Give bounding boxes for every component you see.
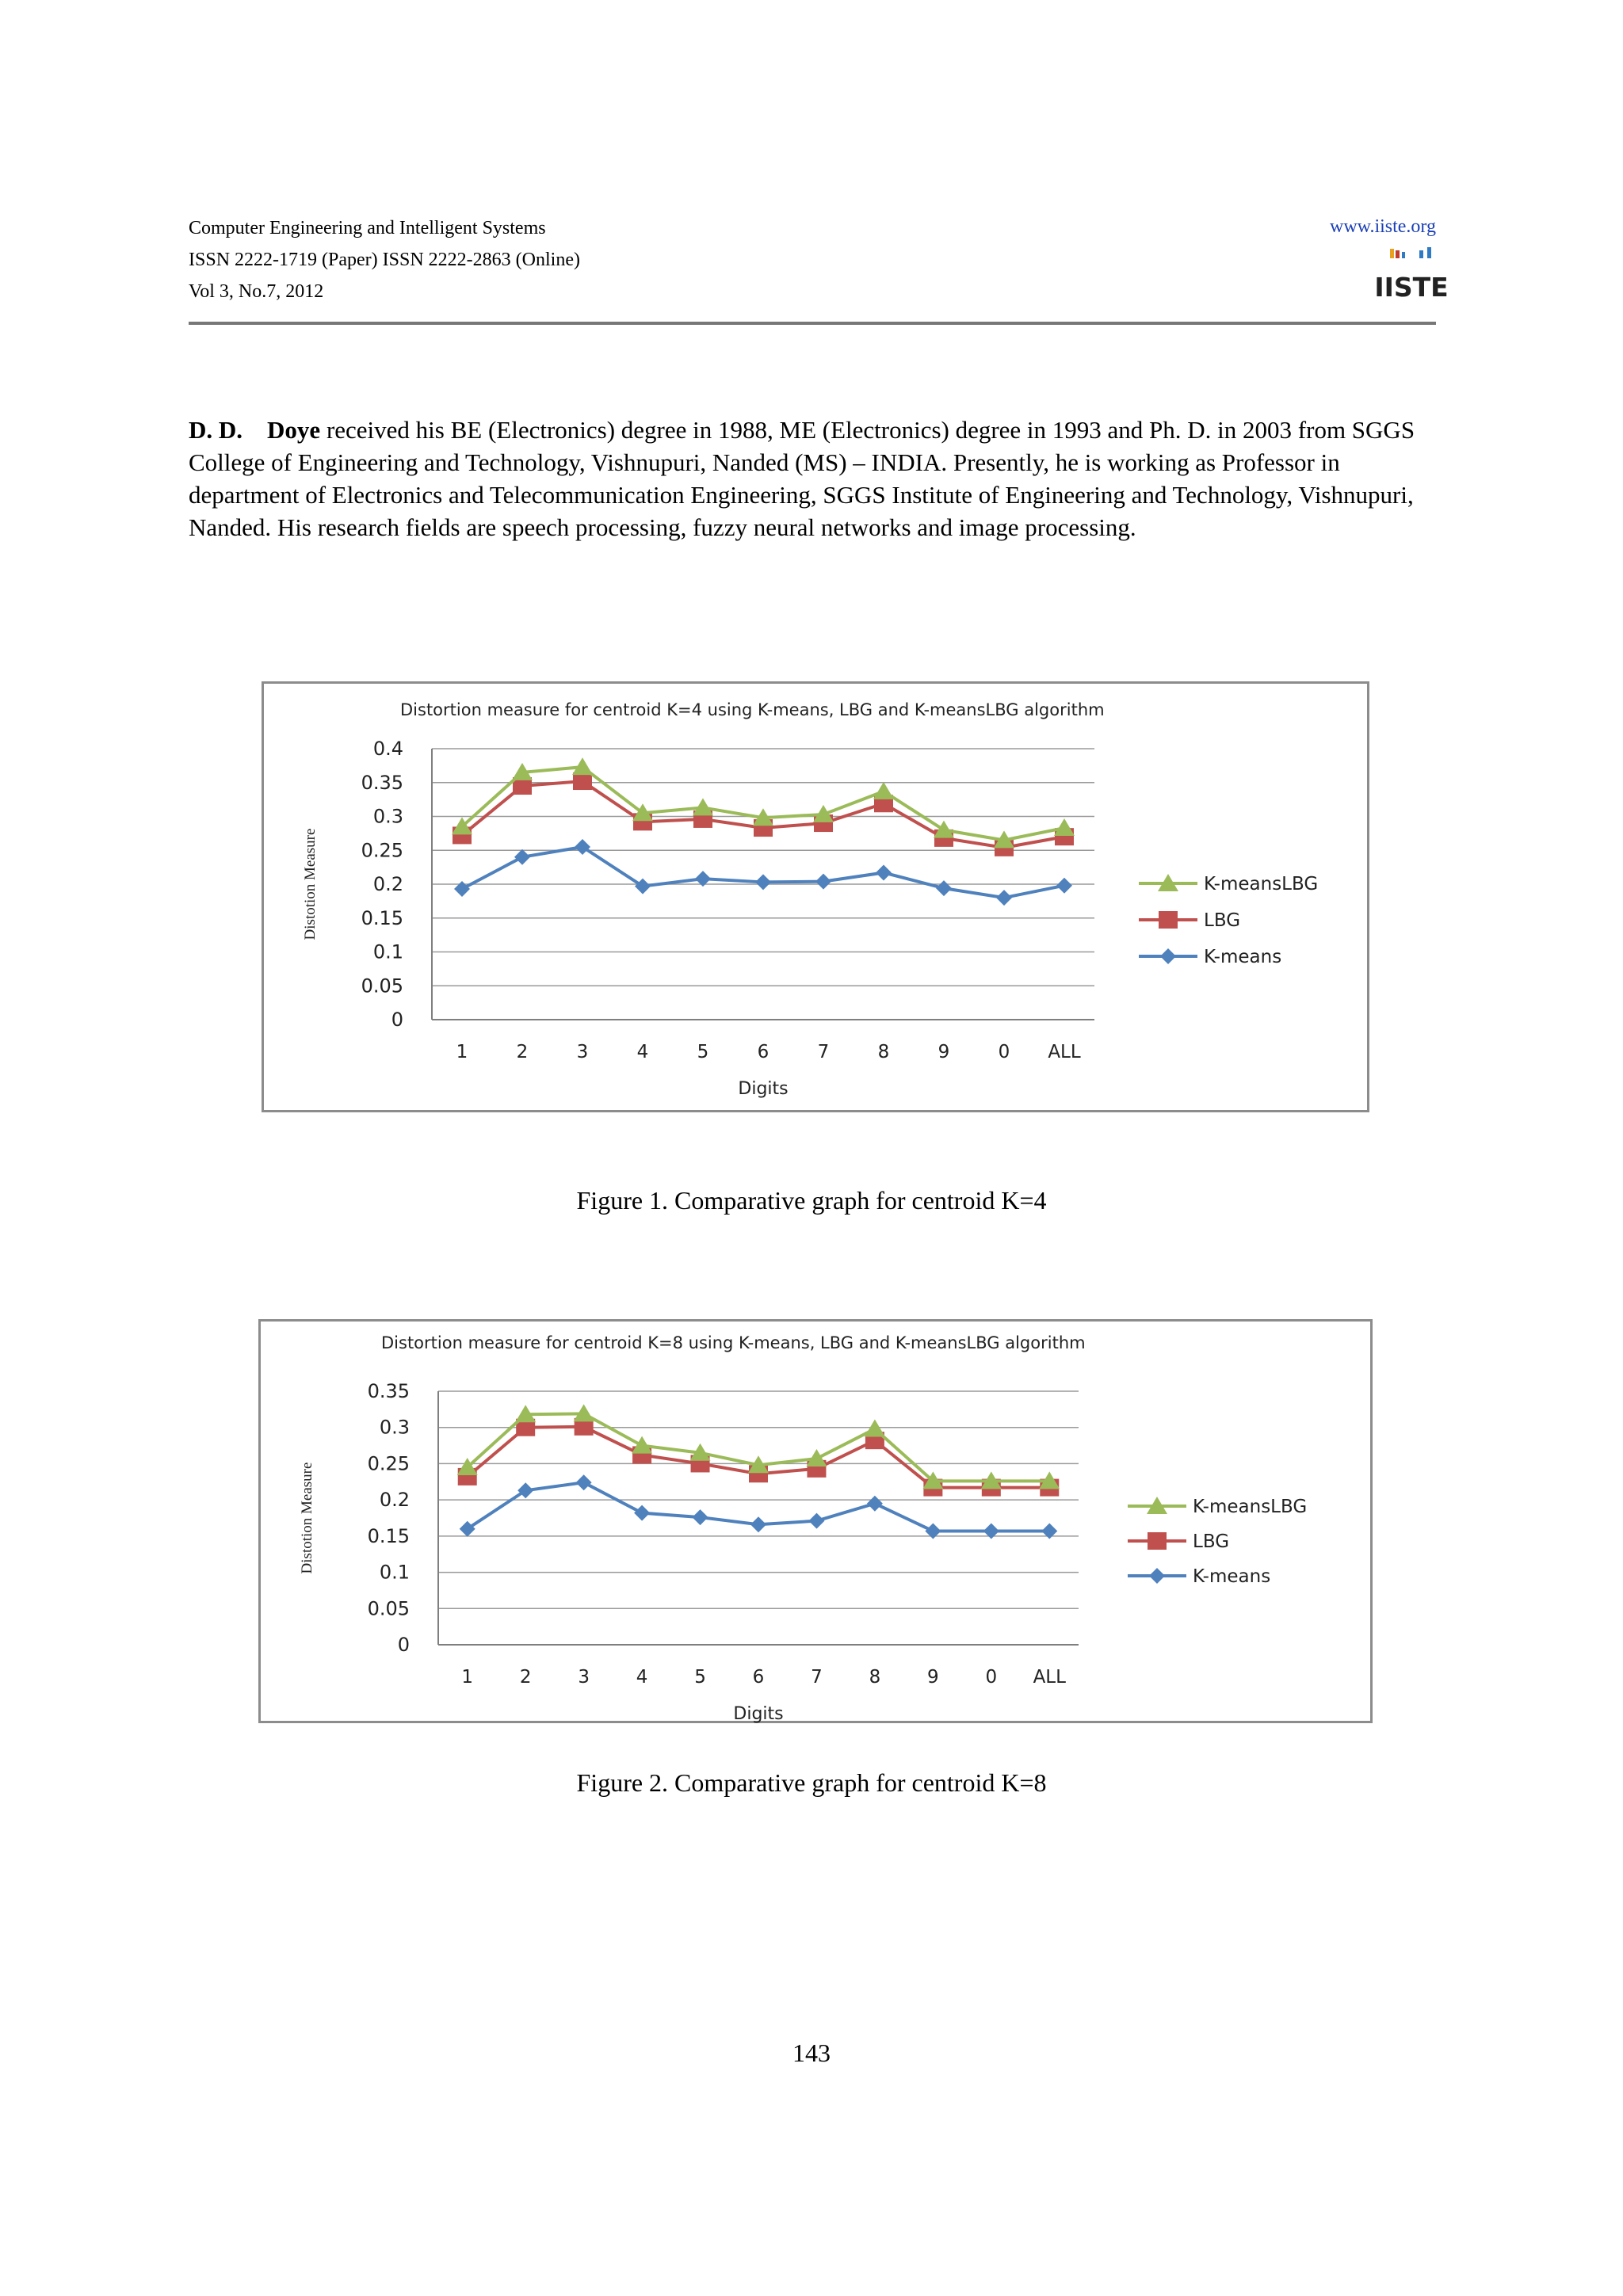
- journal-volume: Vol 3, No.7, 2012: [189, 281, 324, 302]
- chart-1-y-axis-label: Distotion Measure: [302, 828, 319, 940]
- chart-2-y-tick-label: 0.35: [367, 1380, 410, 1402]
- chart-1-data-point: [573, 772, 592, 790]
- chart-2-data-point: [750, 1516, 766, 1532]
- iiste-logo: [1374, 246, 1449, 303]
- chart-1-y-tick-label: 0.2: [372, 873, 403, 895]
- author-bio: [189, 414, 1441, 543]
- logo-text: IISTE: [1374, 272, 1449, 303]
- chart-2-y-tick-label: 0.05: [367, 1597, 410, 1620]
- chart-1-y-tick-label: 0.35: [361, 771, 403, 794]
- journal-name: Computer Engineering and Intelligent Systems: [189, 218, 546, 238]
- chart-2-x-tick-label: 1: [461, 1667, 474, 1688]
- chart-2-legend-label: LBG: [1193, 1531, 1230, 1552]
- chart-2-data-point: [576, 1474, 592, 1490]
- chart-1-data-point: [575, 839, 590, 855]
- chart-2-x-tick-label: 6: [752, 1667, 765, 1688]
- chart-1-x-tick-label: 0: [998, 1042, 1010, 1062]
- author-initials: D. D.: [189, 416, 243, 444]
- chart-2-x-tick-label: 8: [869, 1667, 881, 1688]
- chart-1-data-point: [876, 864, 892, 880]
- chart-1-data-point: [936, 880, 952, 896]
- chart-2-y-tick-label: 0.15: [367, 1524, 410, 1547]
- chart-1-x-tick-label: 3: [576, 1042, 589, 1062]
- chart-2-data-point: [634, 1505, 650, 1521]
- chart-2-legend-marker: [1149, 1568, 1165, 1584]
- chart-1-x-tick-label: 8: [877, 1042, 890, 1062]
- chart-1-legend-label: K-means: [1204, 947, 1282, 967]
- figure-2-frame: [258, 1319, 1373, 1723]
- chart-2-x-tick-label: 5: [694, 1667, 706, 1688]
- chart-2-data-point: [693, 1509, 708, 1525]
- figure-1-frame: [262, 681, 1369, 1112]
- chart-2-x-tick-label: 2: [519, 1667, 532, 1688]
- chart-1-y-tick-label: 0.05: [361, 974, 403, 997]
- chart-1-y-tick-label: 0.3: [372, 805, 403, 828]
- chart-2-x-tick-label: 0: [985, 1667, 998, 1688]
- chart-1-x-tick-label: 1: [456, 1042, 468, 1062]
- figure-1-chart: [264, 684, 1367, 1110]
- chart-1-x-tick-label: 4: [636, 1042, 649, 1062]
- chart-1-title: Distortion measure for centroid K=4 using K-means, LBG and K-meansLBG algorithm: [400, 700, 1105, 719]
- chart-1-data-point: [454, 881, 470, 897]
- chart-1-x-tick-label: 2: [516, 1042, 529, 1062]
- chart-1-x-axis-label: Digits: [738, 1079, 789, 1099]
- chart-1-data-point: [815, 874, 831, 890]
- chart-2-data-point: [867, 1496, 883, 1512]
- chart-1-data-point: [934, 821, 954, 838]
- chart-2-y-axis-label: Distotion Measure: [299, 1462, 315, 1574]
- chart-2-y-tick-label: 0.2: [379, 1489, 410, 1512]
- chart-1-x-tick-label: 6: [757, 1042, 769, 1062]
- chart-2-legend-label: K-meansLBG: [1193, 1497, 1308, 1517]
- figure-1-caption: Figure 1. Comparative graph for centroid K=4: [576, 1186, 1047, 1215]
- chart-2-legend-label: K-means: [1193, 1566, 1271, 1587]
- chart-1-data-point: [996, 890, 1012, 906]
- chart-1-y-tick-label: 0: [391, 1009, 403, 1031]
- chart-1-x-tick-label: 9: [938, 1042, 950, 1062]
- chart-1-data-point: [1054, 818, 1075, 836]
- chart-2-y-tick-label: 0.1: [379, 1561, 410, 1584]
- chart-2-legend-marker: [1148, 1532, 1167, 1550]
- chart-1-y-tick-label: 0.1: [372, 940, 403, 963]
- chart-1-y-tick-label: 0.15: [361, 906, 403, 929]
- chart-1-legend-marker: [1159, 911, 1178, 929]
- chart-1-data-point: [635, 879, 651, 894]
- journal-url-link[interactable]: www.iiste.org: [1330, 216, 1436, 237]
- chart-1-data-point: [755, 874, 771, 890]
- author-bio-text: received his BE (Electronics) degree in 1988, ME (Electronics) degree in 1993 and Ph. D. in 2003 from SGGS College of Engineering and Technology, Vishnupuri, Nanded (MS) – INDIA. Presently, he is working as Professor in department of Electronics and Telecommunication Engineering, SGGS Institute of Engineering and Technology, Vishnupuri, Nanded. His research fields are speech processing, fuzzy neural networks and image processing.: [189, 416, 1415, 541]
- chart-2-y-tick-label: 0: [397, 1634, 410, 1656]
- chart-1-x-tick-label: 7: [817, 1042, 830, 1062]
- chart-1-legend-label: LBG: [1204, 910, 1241, 931]
- chart-2-data-point: [632, 1436, 652, 1454]
- header-rule: [189, 322, 1436, 325]
- chart-1-data-point: [873, 782, 894, 799]
- chart-1-y-tick-label: 0.4: [372, 738, 403, 760]
- chart-1-y-tick-label: 0.25: [361, 839, 403, 862]
- chart-2-data-point: [806, 1449, 827, 1466]
- figure-2-chart: [261, 1322, 1370, 1724]
- chart-2-data-point: [865, 1420, 885, 1437]
- chart-1-data-point: [1056, 878, 1072, 894]
- chart-1-series-line: [462, 847, 1064, 898]
- figure-2-caption: Figure 2. Comparative graph for centroid K=8: [576, 1768, 1047, 1797]
- page-number: 143: [792, 2039, 831, 2067]
- chart-1-x-tick-label: 5: [697, 1042, 709, 1062]
- chart-2-x-tick-label: ALL: [1033, 1667, 1066, 1688]
- chart-2-y-tick-label: 0.25: [367, 1452, 410, 1475]
- author-surname: Doye: [267, 416, 321, 444]
- chart-1-data-point: [514, 849, 530, 865]
- chart-2-x-tick-label: 3: [578, 1667, 590, 1688]
- chart-2-y-tick-label: 0.3: [379, 1416, 410, 1439]
- journal-issn: ISSN 2222-1719 (Paper) ISSN 2222-2863 (Online): [189, 250, 580, 270]
- chart-1-legend-label: K-meansLBG: [1204, 874, 1319, 894]
- chart-1-legend-marker: [1160, 948, 1176, 964]
- chart-1-x-tick-label: ALL: [1048, 1042, 1081, 1062]
- chart-2-data-point: [808, 1513, 824, 1529]
- chart-2-x-tick-label: 9: [927, 1667, 939, 1688]
- chart-2-title: Distortion measure for centroid K=8 using K-means, LBG and K-meansLBG algorithm: [381, 1333, 1086, 1352]
- chart-2-x-tick-label: 4: [636, 1667, 648, 1688]
- chart-2-x-tick-label: 7: [811, 1667, 823, 1688]
- chart-2-x-axis-label: Digits: [733, 1704, 784, 1724]
